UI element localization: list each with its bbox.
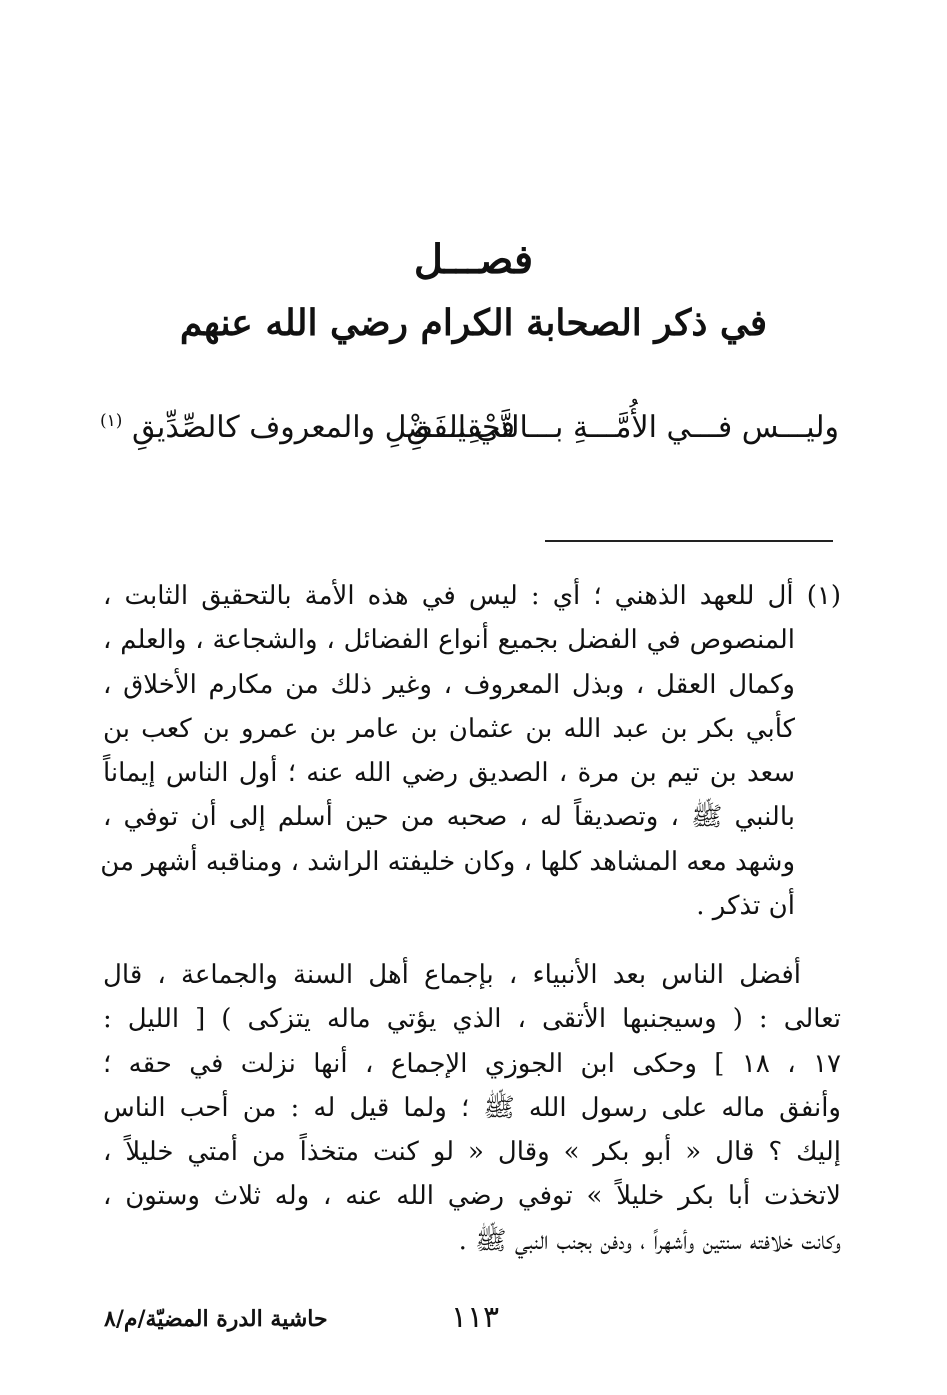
footnote-marker: (١): [100, 411, 123, 431]
section-title: فصـــل: [413, 236, 534, 283]
section-subtitle: في ذكر الصحابة الكرام رضي الله عنهم: [179, 302, 768, 344]
footnote-line: سعد بن تيم بن مرة ، الصديق رضي الله عنه ؛ أول الناس إيماناً: [103, 758, 795, 789]
page-number: ١١٣: [450, 1300, 500, 1335]
paragraph-line: إليك ؟ قال « أبو بكر » وقال « لو كنت متخذاً من أمتي خليلاً ،: [103, 1137, 841, 1168]
footnote-line: أن تذكر .: [696, 891, 795, 922]
footnote-separator: [545, 540, 833, 542]
footnote-line: كأبي بكر بن عبد الله بن عثمان بن عامر بن عمرو بن كعب بن: [103, 713, 796, 744]
verse-second-hemistich: [100, 410, 515, 470]
footnote-line: (١) أل للعهد الذهني ؛ أي : ليس في هذه الأمة بالتحقيق الثابت ،: [103, 581, 841, 611]
footnote-line: وكمال العقل ، وبذل المعروف ، وغير ذلك من مكارم الأخلاق ،: [103, 669, 795, 700]
book-signature: حاشية الدرة المضيّة/م/٨: [104, 1306, 328, 1332]
verse-text: وليـــس فـــي الأُمَّـــةِ بـــالتَّحْقِيـــقِ: [406, 410, 839, 445]
commentary-paragraph: [103, 953, 841, 1263]
footnote-text: [100, 574, 841, 928]
footnote-line: بالنبي ﷺ ، وتصديقاً له ، صحبه من حين أسلم إلى أن توفي ،: [103, 802, 795, 833]
paragraph-line: تعالى : ( وسيجنبها الأتقى ، الذي يؤتي ماله يتزكى ) [ الليل :: [103, 1004, 841, 1035]
verse-text: في الفَضْلِ والمعروف كالصِّدِّيقِ: [131, 410, 515, 445]
footnote-line: وشهد معه المشاهد كلها ، وكان خليفته الراشد ، ومناقبه أشهر من: [100, 846, 795, 877]
paragraph-line: وأنفق ماله على رسول الله ﷺ ؛ ولما قيل له : من أحب الناس: [103, 1092, 841, 1123]
paragraph-line: لاتخذت أبا بكر خليلاً » توفي رضي الله عنه ، وله ثلاث وستون ،: [103, 1181, 841, 1212]
paragraph-line: أفضل الناس بعد الأنبياء ، بإجماع أهل السنة والجماعة ، قال: [103, 960, 801, 990]
paragraph-line: ١٧ ، ١٨ ] وحكى ابن الجوزي الإجماع ، أنها نزلت في حقه ؛: [103, 1048, 841, 1079]
paragraph-line: وكانت خلافته سنتين وأشهراً ، ودفن بجنب النبي ﷺ .: [458, 1225, 841, 1256]
footnote-line: المنصوص في الفضل بجميع أنواع الفضائل ، والشجاعة ، والعلم ،: [103, 625, 795, 656]
